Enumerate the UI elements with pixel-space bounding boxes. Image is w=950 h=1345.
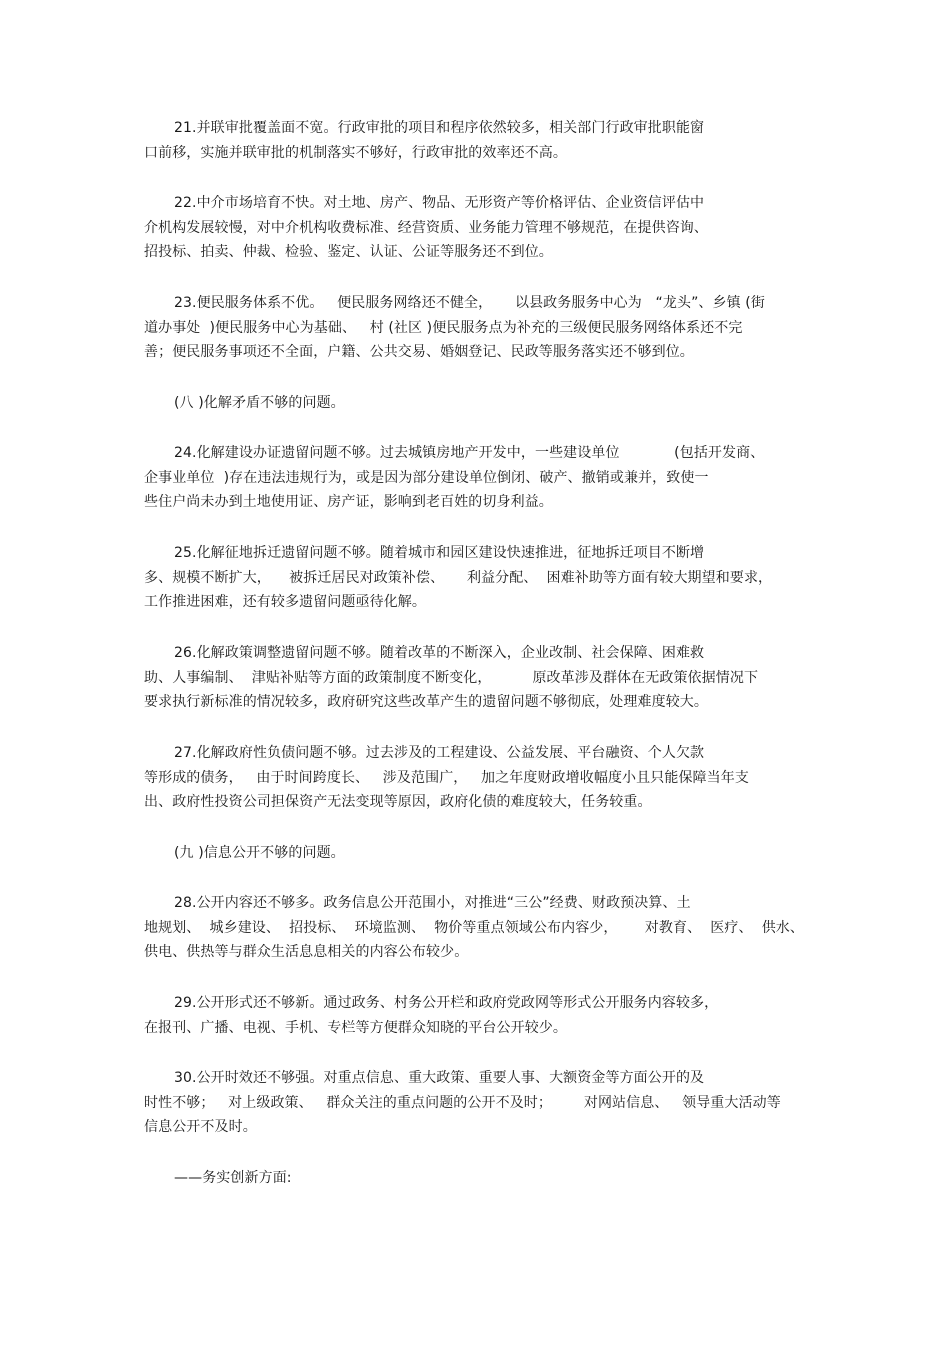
section-heading-innovation (144, 1166, 824, 1191)
text-line: 24.化解建设办证遗留问题不够。过去城镇房地产开发中，一些建设单位 (包括开发商、 (174, 445, 765, 461)
text-line: 企事业单位 )存在违法违规行为，或是因为部分建设单位倒闭、破产、撤销或兼并，致使一 (144, 469, 709, 486)
text-line: 29.公开形式还不够新。通过政务、村务公开栏和政府党政网等形式公开服务内容较多， (174, 995, 719, 1011)
text-line: 27.化解政府性负债问题不够。过去涉及的工程建设、公益发展、平台融资、个人欠款 (174, 745, 705, 761)
text-line: 22.中介市场培育不快。对土地、房产、物品、无形资产等价格评估、企业资信评估中 (174, 195, 705, 211)
text-line: 25.化解征地拆迁遗留问题不够。随着城市和园区建设快速推进，征地拆迁项目不断增 (174, 545, 705, 561)
paragraph-27 (144, 741, 824, 815)
paragraph-26 (144, 641, 824, 715)
paragraph-22 (144, 191, 824, 265)
text-line: 等形成的债务， 由于时间跨度长、 涉及范围广， 加之年度财政增收幅度小且只能保障当年支 (144, 769, 749, 786)
text-line: 时性不够； 对上级政策、 群众关注的重点问题的公开不及时； 对网站信息、 领导重大活动等 (144, 1094, 781, 1111)
paragraph-21 (144, 116, 824, 165)
section-heading-text: ——务实创新方面: (174, 1170, 292, 1186)
text-line: 道办事处 )便民服务中心为基础、 村 (社区 )便民服务点为补充的三级便民服务网络体系还不完 (144, 319, 743, 336)
text-line: 28.公开内容还不够多。政务信息公开范围小，对推进“三公”经费、财政预决算、土 (174, 895, 691, 911)
text-line: 出、政府性投资公司担保资产无法变现等原因，政府化债的难度较大，任务较重。 (144, 794, 652, 810)
section-heading-text: (九 )信息公开不够的问题。 (174, 845, 345, 861)
paragraph-30 (144, 1066, 824, 1140)
text-line: 工作推进困难，还有较多遗留问题亟待化解。 (144, 594, 426, 610)
paragraph-24 (144, 441, 824, 515)
section-heading-text: (八 )化解矛盾不够的问题。 (174, 395, 345, 411)
text-line: 招投标、拍卖、仲裁、检验、鉴定、认证、公证等服务还不到位。 (144, 244, 553, 260)
text-line: 口前移，实施并联审批的机制落实不够好，行政审批的效率还不高。 (144, 144, 567, 161)
paragraph-29 (144, 991, 824, 1040)
section-heading-8 (144, 391, 824, 416)
text-line: 30.公开时效还不够强。对重点信息、重大政策、重要人事、大额资金等方面公开的及 (174, 1070, 705, 1086)
text-line: 供电、供热等与群众生活息息相关的内容公布较少。 (144, 944, 469, 960)
text-line: 26.化解政策调整遗留问题不够。随着改革的不断深入，企业改制、社会保障、困难救 (174, 645, 705, 661)
text-line: 多、规模不断扩大， 被拆迁居民对政策补偿、 利益分配、 困难补助等方面有较大期望和要求， (144, 569, 773, 586)
paragraph-25 (144, 541, 824, 615)
text-line: 助、人事编制、 津贴补贴等方面的政策制度不断变化， 原改革涉及群体在无政策依据情况下 (144, 669, 759, 686)
text-line: 介机构发展较慢，对中介机构收费标准、经营资质、业务能力管理不够规范，在提供咨询、 (144, 219, 708, 236)
text-line: 在报刊、广播、电视、手机、专栏等方便群众知晓的平台公开较少。 (144, 1019, 567, 1036)
paragraph-28 (144, 891, 824, 965)
text-line: 21.并联审批覆盖面不宽。行政审批的项目和程序依然较多，相关部门行政审批职能窗 (174, 120, 705, 136)
section-heading-9 (144, 841, 824, 866)
text-line: 23.便民服务体系不优。 便民服务网络还不健全， 以县政务服务中心为 “龙头”、乡镇 (街 (174, 295, 765, 311)
text-line: 要求执行新标准的情况较多，政府研究这些改革产生的遗留问题不够彻底，处理难度较大。 (144, 694, 708, 710)
text-line: 地规划、 城乡建设、 招投标、 环境监测、 物价等重点领域公布内容少， 对教育、 医疗、 供水、 (144, 919, 805, 936)
text-line: 些住户尚未办到土地使用证、房产证，影响到老百姓的切身利益。 (144, 494, 553, 510)
text-line: 善；便民服务事项还不全面，户籍、公共交易、婚姻登记、民政等服务落实还不够到位。 (144, 344, 694, 360)
paragraph-23 (144, 291, 824, 365)
text-line: 信息公开不及时。 (144, 1119, 257, 1135)
